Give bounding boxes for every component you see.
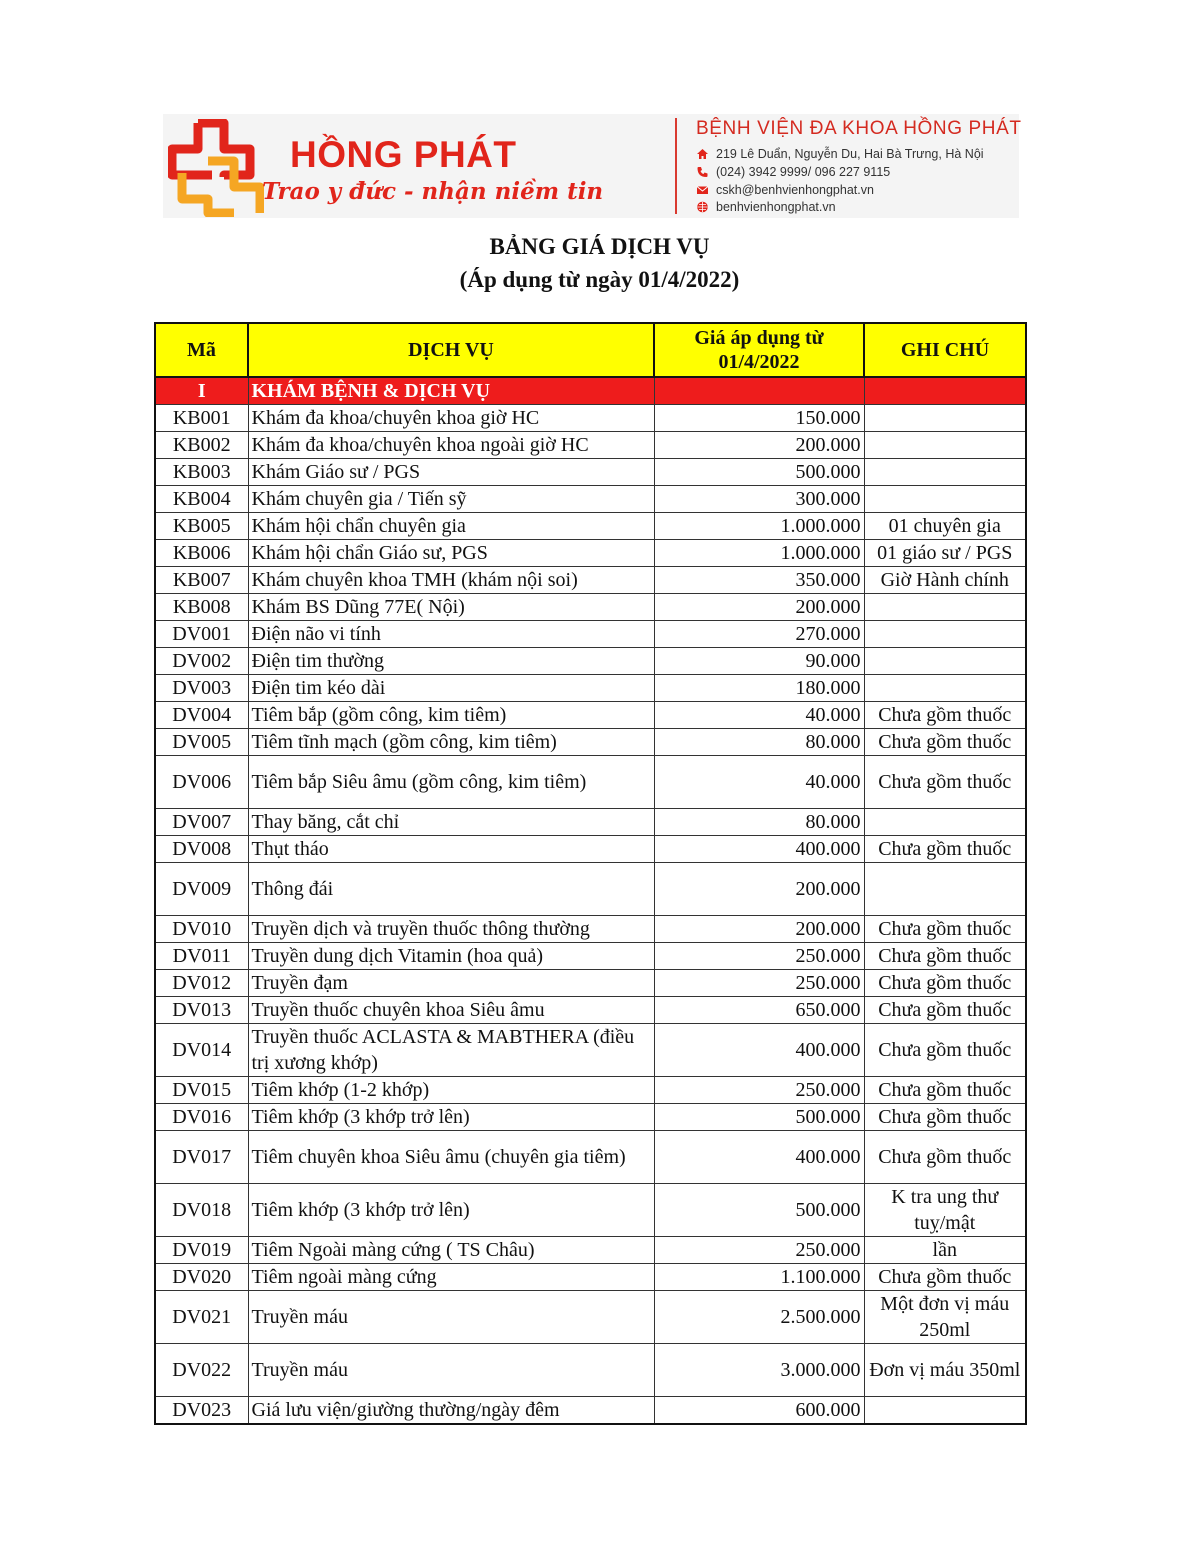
row-code: DV014: [155, 1024, 248, 1077]
row-code: KB005: [155, 513, 248, 540]
row-code: DV010: [155, 916, 248, 943]
row-note: Chưa gồm thuốc: [864, 729, 1026, 756]
table-row: [155, 486, 1026, 513]
website-text: benhvienhongphat.vn: [716, 200, 836, 214]
mail-icon: [696, 184, 709, 196]
table-row: [155, 648, 1026, 675]
table-row: [155, 756, 1026, 809]
row-price: 300.000: [654, 486, 864, 513]
row-service-name: Tiêm ngoài màng cứng: [248, 1264, 654, 1291]
row-price: 250.000: [654, 943, 864, 970]
row-price: 1.000.000: [654, 540, 864, 567]
row-service-name: Khám chuyên khoa TMH (khám nội soi): [248, 567, 654, 594]
row-note: [864, 486, 1026, 513]
row-price: 400.000: [654, 1024, 864, 1077]
row-note: Đơn vị máu 350ml: [864, 1344, 1026, 1397]
row-service-name: Khám đa khoa/chuyên khoa giờ HC: [248, 405, 654, 432]
row-code: DV006: [155, 756, 248, 809]
row-service-name: Truyền thuốc ACLASTA & MABTHERA (điều trị xương khớp): [248, 1024, 654, 1077]
header-price: Giá áp dụng từ 01/4/2022: [654, 323, 864, 377]
row-price: 40.000: [654, 702, 864, 729]
table-row: [155, 594, 1026, 621]
row-note: Chưa gồm thuốc: [864, 702, 1026, 729]
row-price: 500.000: [654, 459, 864, 486]
row-note: Một đơn vị máu 250ml: [864, 1291, 1026, 1344]
row-service-name: Khám hội chẩn chuyên gia: [248, 513, 654, 540]
row-code: DV008: [155, 836, 248, 863]
row-service-name: Khám chuyên gia / Tiến sỹ: [248, 486, 654, 513]
row-note: Chưa gồm thuốc: [864, 943, 1026, 970]
row-service-name: Giá lưu viện/giường thường/ngày đêm: [248, 1397, 654, 1425]
row-price: 80.000: [654, 809, 864, 836]
row-price: 2.500.000: [654, 1291, 864, 1344]
row-code: DV004: [155, 702, 248, 729]
row-service-name: Truyền dung dịch Vitamin (hoa quả): [248, 943, 654, 970]
row-price: 40.000: [654, 756, 864, 809]
row-service-name: Truyền máu: [248, 1344, 654, 1397]
row-note: Giờ Hành chính: [864, 567, 1026, 594]
row-code: DV003: [155, 675, 248, 702]
row-price: 200.000: [654, 594, 864, 621]
row-code: KB008: [155, 594, 248, 621]
row-code: DV002: [155, 648, 248, 675]
table-row: [155, 1237, 1026, 1264]
row-note: [864, 863, 1026, 916]
table-row: [155, 1184, 1026, 1237]
row-service-name: Khám Giáo sư / PGS: [248, 459, 654, 486]
table-row: [155, 567, 1026, 594]
row-note: Chưa gồm thuốc: [864, 970, 1026, 997]
row-note: Chưa gồm thuốc: [864, 997, 1026, 1024]
row-service-name: Tiêm khớp (1-2 khớp): [248, 1077, 654, 1104]
table-row: [155, 863, 1026, 916]
banner-divider: [675, 118, 677, 214]
row-price: 250.000: [654, 1077, 864, 1104]
row-price: 200.000: [654, 432, 864, 459]
page-subtitle: (Áp dụng từ ngày 01/4/2022): [459, 267, 740, 292]
row-note: Chưa gồm thuốc: [864, 1024, 1026, 1077]
row-code: KB007: [155, 567, 248, 594]
page-title: BẢNG GIÁ DỊCH VỤ: [489, 234, 710, 259]
phone-line: [696, 165, 890, 179]
phone-text: (024) 3942 9999/ 096 227 9115: [716, 165, 891, 179]
row-price: 400.000: [654, 836, 864, 863]
phone-icon: [696, 166, 709, 178]
row-price: 1.100.000: [654, 1264, 864, 1291]
row-code: DV021: [155, 1291, 248, 1344]
row-service-name: Tiêm tĩnh mạch (gồm công, kim tiêm): [248, 729, 654, 756]
row-service-name: Truyền thuốc chuyên khoa Siêu âmu: [248, 997, 654, 1024]
row-note: K tra ung thư tuỵ/mật: [864, 1184, 1026, 1237]
row-service-name: Tiêm Ngoài màng cứng ( TS Châu): [248, 1237, 654, 1264]
table-row: [155, 459, 1026, 486]
table-row: [155, 432, 1026, 459]
row-note: [864, 405, 1026, 432]
row-code: DV016: [155, 1104, 248, 1131]
email-text: cskh@benhvienhongphat.vn: [716, 183, 874, 197]
row-service-name: Điện tim thường: [248, 648, 654, 675]
table-header-row: [155, 323, 1026, 377]
row-price: 1.000.000: [654, 513, 864, 540]
row-note: [864, 648, 1026, 675]
row-service-name: Khám BS Dũng 77E( Nội): [248, 594, 654, 621]
row-service-name: Tiêm bắp Siêu âmu (gồm công, kim tiêm): [248, 756, 654, 809]
row-note: [864, 432, 1026, 459]
row-note: Chưa gồm thuốc: [864, 1077, 1026, 1104]
table-row: [155, 1024, 1026, 1077]
section-code: I: [155, 377, 248, 405]
row-price: 350.000: [654, 567, 864, 594]
row-code: DV023: [155, 1397, 248, 1425]
row-service-name: Truyền đạm: [248, 970, 654, 997]
row-code: DV017: [155, 1131, 248, 1184]
row-code: KB006: [155, 540, 248, 567]
row-price: 250.000: [654, 1237, 864, 1264]
row-price: 80.000: [654, 729, 864, 756]
row-note: Chưa gồm thuốc: [864, 1131, 1026, 1184]
row-price: 500.000: [654, 1104, 864, 1131]
row-price: 90.000: [654, 648, 864, 675]
table-row: [155, 997, 1026, 1024]
row-service-name: Truyền dịch và truyền thuốc thông thường: [248, 916, 654, 943]
row-service-name: Khám hội chẩn Giáo sư, PGS: [248, 540, 654, 567]
row-price: 270.000: [654, 621, 864, 648]
section-empty-cell: [864, 377, 1026, 405]
header-note: GHI CHÚ: [864, 323, 1026, 377]
brand-slogan: Trao y đức - nhận niềm tin: [262, 178, 604, 205]
row-service-name: Điện não vi tính: [248, 621, 654, 648]
globe-icon: [696, 201, 709, 213]
row-code: DV001: [155, 621, 248, 648]
row-code: KB003: [155, 459, 248, 486]
table-row: [155, 621, 1026, 648]
row-code: DV012: [155, 970, 248, 997]
row-note: [864, 459, 1026, 486]
price-table: [154, 322, 1027, 1425]
row-service-name: Thông đái: [248, 863, 654, 916]
header-code: Mã: [155, 323, 248, 377]
table-row: [155, 1131, 1026, 1184]
row-price: 200.000: [654, 916, 864, 943]
row-note: [864, 1397, 1026, 1425]
row-note: Chưa gồm thuốc: [864, 836, 1026, 863]
row-code: KB002: [155, 432, 248, 459]
table-body: [155, 377, 1026, 1424]
row-service-name: Thay băng, cắt chỉ: [248, 809, 654, 836]
row-note: Chưa gồm thuốc: [864, 916, 1026, 943]
website-line: [696, 200, 836, 214]
table-row: [155, 540, 1026, 567]
header-service: DỊCH VỤ: [248, 323, 654, 377]
row-note: 01 chuyên gia: [864, 513, 1026, 540]
row-note: [864, 809, 1026, 836]
row-service-name: Tiêm khớp (3 khớp trở lên): [248, 1104, 654, 1131]
section-name: KHÁM BỆNH & DỊCH VỤ: [248, 377, 654, 405]
row-service-name: Tiêm chuyên khoa Siêu âmu (chuyên gia tiêm): [248, 1131, 654, 1184]
row-price: 650.000: [654, 997, 864, 1024]
row-service-name: Truyền máu: [248, 1291, 654, 1344]
row-code: DV018: [155, 1184, 248, 1237]
brand-name: HỒNG PHÁT: [290, 134, 517, 175]
row-code: DV007: [155, 809, 248, 836]
email-line: [696, 183, 874, 197]
row-service-name: Thụt tháo: [248, 836, 654, 863]
row-code: KB001: [155, 405, 248, 432]
row-price: 600.000: [654, 1397, 864, 1425]
section-row: [155, 377, 1026, 405]
table-row: [155, 1291, 1026, 1344]
row-price: 180.000: [654, 675, 864, 702]
table-row: [155, 1264, 1026, 1291]
table-row: [155, 675, 1026, 702]
hospital-name: BỆNH VIỆN ĐA KHOA HỒNG PHÁT: [696, 118, 1022, 139]
row-price: 150.000: [654, 405, 864, 432]
row-note: Chưa gồm thuốc: [864, 756, 1026, 809]
row-price: 200.000: [654, 863, 864, 916]
row-service-name: Khám đa khoa/chuyên khoa ngoài giờ HC: [248, 432, 654, 459]
home-icon: [696, 148, 709, 160]
table-row: [155, 1397, 1026, 1425]
address-text: 219 Lê Duẩn, Nguyễn Du, Hai Bà Trưng, Hà Nội: [716, 147, 984, 161]
hospital-cross-logo-icon: [168, 119, 264, 217]
row-code: DV009: [155, 863, 248, 916]
address-line: [696, 147, 984, 161]
table-row: [155, 1104, 1026, 1131]
row-note: [864, 621, 1026, 648]
row-note: Chưa gồm thuốc: [864, 1264, 1026, 1291]
table-row: [155, 970, 1026, 997]
row-code: DV011: [155, 943, 248, 970]
table-row: [155, 513, 1026, 540]
row-price: 400.000: [654, 1131, 864, 1184]
table-row: [155, 809, 1026, 836]
table-row: [155, 916, 1026, 943]
row-code: DV005: [155, 729, 248, 756]
row-price: 3.000.000: [654, 1344, 864, 1397]
row-service-name: Tiêm khớp (3 khớp trở lên): [248, 1184, 654, 1237]
table-row: [155, 702, 1026, 729]
table-row: [155, 405, 1026, 432]
row-code: DV019: [155, 1237, 248, 1264]
row-code: KB004: [155, 486, 248, 513]
row-code: DV015: [155, 1077, 248, 1104]
row-code: DV022: [155, 1344, 248, 1397]
section-empty-cell: [654, 377, 864, 405]
row-code: DV020: [155, 1264, 248, 1291]
row-note: lần: [864, 1237, 1026, 1264]
row-note: 01 giáo sư / PGS: [864, 540, 1026, 567]
row-note: [864, 594, 1026, 621]
table-row: [155, 1344, 1026, 1397]
table-row: [155, 943, 1026, 970]
row-note: [864, 675, 1026, 702]
row-price: 500.000: [654, 1184, 864, 1237]
table-row: [155, 1077, 1026, 1104]
table-row: [155, 836, 1026, 863]
row-code: DV013: [155, 997, 248, 1024]
table-row: [155, 729, 1026, 756]
row-service-name: Điện tim kéo dài: [248, 675, 654, 702]
row-price: 250.000: [654, 970, 864, 997]
row-note: Chưa gồm thuốc: [864, 1104, 1026, 1131]
row-service-name: Tiêm bắp (gồm công, kim tiêm): [248, 702, 654, 729]
